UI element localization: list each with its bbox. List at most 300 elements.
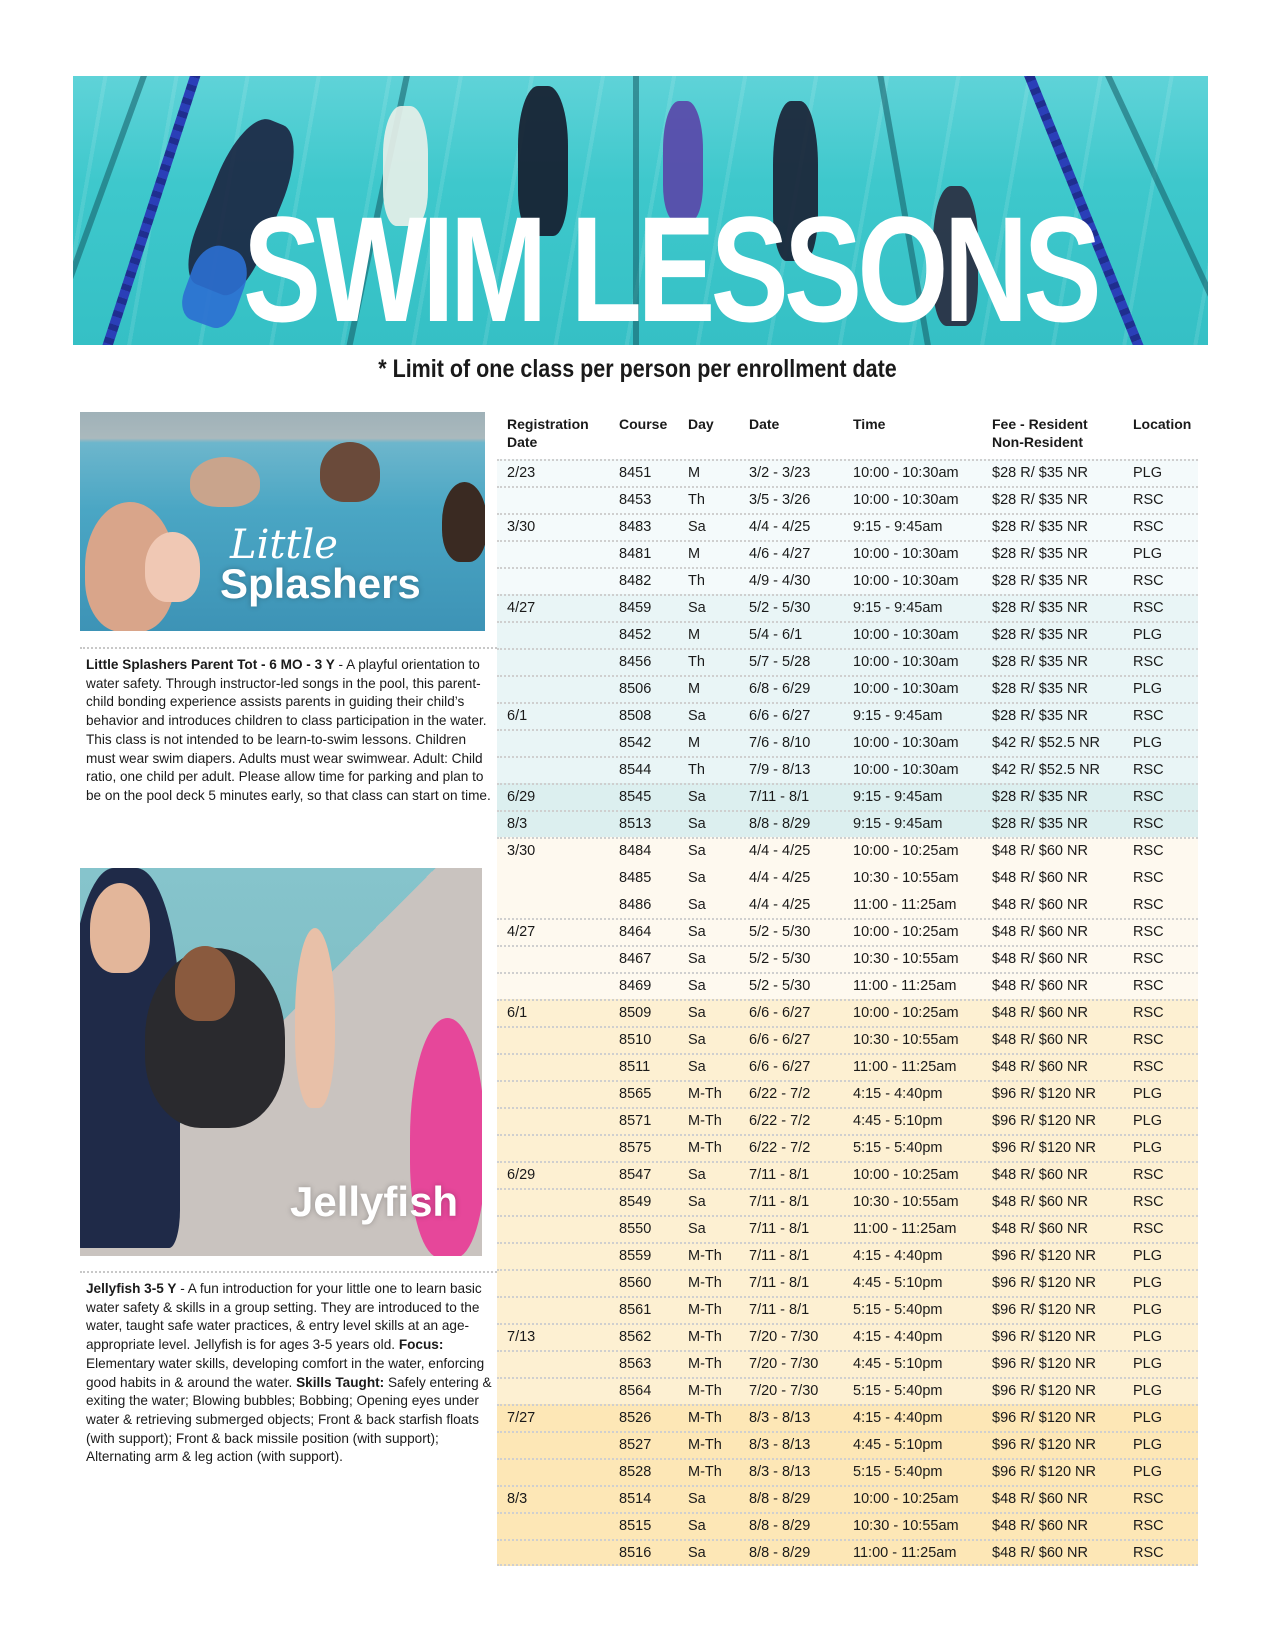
cell-date-range: 7/11 - 8/1 (749, 1221, 810, 1237)
cell-day: M-Th (688, 1140, 722, 1156)
cell-fee: $42 R/ $52.5 NR (992, 762, 1101, 778)
cell-time: 10:00 - 10:30am (853, 627, 959, 643)
cell-fee: $48 R/ $60 NR (992, 1059, 1088, 1075)
cell-course-number: 8514 (619, 1491, 652, 1507)
cell-date-range: 4/4 - 4/25 (749, 843, 811, 859)
cell-date-range: 5/2 - 5/30 (749, 978, 811, 994)
cell-time: 11:00 - 11:25am (853, 897, 957, 913)
cell-day: M (688, 627, 701, 643)
cell-course-number: 8550 (619, 1221, 652, 1237)
cell-date-range: 8/8 - 8/29 (749, 1518, 811, 1534)
cell-time: 10:00 - 10:25am (853, 1167, 959, 1183)
cell-location: PLG (1133, 1113, 1163, 1129)
cell-time: 9:15 - 9:45am (853, 789, 943, 805)
cell-time: 4:15 - 4:40pm (853, 1248, 943, 1264)
cell-time: 5:15 - 5:40pm (853, 1464, 943, 1480)
header-fee (992, 415, 1088, 451)
cell-fee: $28 R/ $35 NR (992, 708, 1088, 724)
cell-day: Th (688, 573, 705, 589)
cell-date-range: 7/11 - 8/1 (749, 1167, 810, 1183)
cell-location: PLG (1133, 1464, 1163, 1480)
cell-fee: $96 R/ $120 NR (992, 1086, 1096, 1102)
cell-location: RSC (1133, 870, 1164, 886)
table-row (497, 1269, 1198, 1296)
table-row (497, 1350, 1198, 1377)
cell-time: 10:30 - 10:55am (853, 951, 959, 967)
table-header (497, 415, 1198, 459)
cell-fee: $96 R/ $120 NR (992, 1113, 1096, 1129)
cell-time: 11:00 - 11:25am (853, 978, 957, 994)
cell-location: PLG (1133, 735, 1163, 751)
cell-course-number: 8562 (619, 1329, 652, 1345)
cell-course-number: 8464 (619, 924, 652, 940)
cell-date-range: 4/4 - 4/25 (749, 897, 811, 913)
cell-day: Sa (688, 708, 706, 724)
cell-location: PLG (1133, 1302, 1163, 1318)
table-row (497, 972, 1198, 999)
cell-fee: $28 R/ $35 NR (992, 546, 1088, 562)
cell-course-number: 8483 (619, 519, 652, 535)
cell-date-range: 6/22 - 7/2 (749, 1113, 811, 1129)
cell-course-number: 8560 (619, 1275, 652, 1291)
cell-day: Th (688, 762, 705, 778)
table-row (497, 540, 1198, 567)
table-row (497, 864, 1198, 891)
table-row (497, 1242, 1198, 1269)
cell-time: 11:00 - 11:25am (853, 1059, 957, 1075)
cell-day: Sa (688, 1491, 706, 1507)
cell-date-range: 5/2 - 5/30 (749, 924, 811, 940)
cell-time: 4:45 - 5:10pm (853, 1437, 943, 1453)
cell-day: Sa (688, 1194, 706, 1210)
table-row (497, 1188, 1198, 1215)
table-row (497, 918, 1198, 945)
cell-location: PLG (1133, 1275, 1163, 1291)
cell-location: RSC (1133, 600, 1164, 616)
cell-course-number: 8542 (619, 735, 652, 751)
cell-date-range: 3/2 - 3/23 (749, 465, 811, 481)
cell-date-range: 6/6 - 6/27 (749, 708, 811, 724)
table-row (497, 783, 1198, 810)
cell-day: M-Th (688, 1275, 722, 1291)
cell-location: RSC (1133, 1167, 1164, 1183)
table-row (497, 1431, 1198, 1458)
table-row (497, 1080, 1198, 1107)
banner-title: SWIM LESSONS (243, 185, 1097, 345)
cell-date-range: 8/3 - 8/13 (749, 1437, 811, 1453)
banner-image (73, 76, 1208, 345)
table-row (497, 621, 1198, 648)
cell-course-number: 8575 (619, 1140, 652, 1156)
cell-course-number: 8516 (619, 1545, 652, 1561)
cell-fee: $48 R/ $60 NR (992, 870, 1088, 886)
table-row (497, 567, 1198, 594)
cell-fee: $48 R/ $60 NR (992, 951, 1088, 967)
little-splashers-photo (80, 412, 485, 631)
cell-date-range: 7/11 - 8/1 (749, 1194, 810, 1210)
cell-date-range: 7/11 - 8/1 (749, 1302, 810, 1318)
cell-fee: $48 R/ $60 NR (992, 1518, 1088, 1534)
cell-time: 4:45 - 5:10pm (853, 1113, 943, 1129)
jellyfish-description (86, 1280, 496, 1467)
cell-course-number: 8482 (619, 573, 652, 589)
cell-day: Th (688, 492, 705, 508)
cell-registration-date: 8/3 (507, 1491, 528, 1507)
cell-day: Sa (688, 519, 706, 535)
cell-time: 11:00 - 11:25am (853, 1221, 957, 1237)
child-figure (145, 532, 200, 602)
cell-day: Sa (688, 897, 706, 913)
table-row (497, 702, 1198, 729)
cell-date-range: 6/6 - 6/27 (749, 1032, 811, 1048)
focus-text: Elementary water skills, developing comfort in the water, enforcing good habits in & around the water. (86, 1355, 485, 1390)
cell-fee: $48 R/ $60 NR (992, 1194, 1088, 1210)
cell-day: Sa (688, 1518, 706, 1534)
table-row (497, 1404, 1198, 1431)
cell-fee: $28 R/ $35 NR (992, 789, 1088, 805)
table-row (497, 1458, 1198, 1485)
cell-date-range: 6/8 - 6/29 (749, 681, 811, 697)
cell-registration-date: 8/3 (507, 816, 528, 832)
cell-day: Sa (688, 1005, 706, 1021)
cell-day: M-Th (688, 1437, 722, 1453)
cell-date-range: 6/22 - 7/2 (749, 1086, 811, 1102)
cell-fee: $96 R/ $120 NR (992, 1329, 1096, 1345)
table-row (497, 945, 1198, 972)
cell-course-number: 8559 (619, 1248, 652, 1264)
cell-time: 10:30 - 10:55am (853, 1032, 959, 1048)
table-row (497, 1107, 1198, 1134)
cell-location: PLG (1133, 465, 1163, 481)
cell-location: RSC (1133, 1518, 1164, 1534)
parent-figure (320, 442, 380, 502)
enrollment-limit-note: * Limit of one class per person per enrollment date (378, 355, 897, 383)
cell-time: 11:00 - 11:25am (853, 1545, 957, 1561)
cell-fee: $48 R/ $60 NR (992, 1005, 1088, 1021)
cell-location: PLG (1133, 1329, 1163, 1345)
focus-label: Focus: (398, 1337, 444, 1353)
cell-day: Sa (688, 1059, 706, 1075)
cell-date-range: 6/6 - 6/27 (749, 1059, 811, 1075)
cell-day: Sa (688, 1032, 706, 1048)
cell-registration-date: 4/27 (507, 600, 536, 616)
cell-course-number: 8544 (619, 762, 652, 778)
cell-time: 10:00 - 10:30am (853, 573, 959, 589)
table-row (497, 459, 1198, 486)
table-row (497, 1026, 1198, 1053)
parent-figure (190, 457, 260, 507)
table-row (497, 1161, 1198, 1188)
cell-day: Th (688, 654, 705, 670)
cell-fee: $48 R/ $60 NR (992, 1545, 1088, 1561)
table-row (497, 999, 1198, 1026)
skills-label: Skills Taught: (296, 1374, 385, 1390)
cell-day: M (688, 546, 701, 562)
cell-day: M-Th (688, 1356, 722, 1372)
cell-registration-date: 7/27 (507, 1410, 536, 1426)
cell-day: M-Th (688, 1410, 722, 1426)
cell-fee: $48 R/ $60 NR (992, 1221, 1088, 1237)
cell-date-range: 8/8 - 8/29 (749, 1545, 811, 1561)
cell-day: Sa (688, 600, 706, 616)
cell-day: M-Th (688, 1302, 722, 1318)
cell-time: 4:45 - 5:10pm (853, 1356, 943, 1372)
cell-fee: $96 R/ $120 NR (992, 1464, 1096, 1480)
cell-date-range: 7/11 - 8/1 (749, 1275, 810, 1291)
cell-time: 10:00 - 10:25am (853, 843, 959, 859)
cell-day: Sa (688, 978, 706, 994)
cell-date-range: 7/11 - 8/1 (749, 1248, 810, 1264)
cell-time: 9:15 - 9:45am (853, 708, 943, 724)
cell-day: M (688, 735, 701, 751)
cell-course-number: 8484 (619, 843, 652, 859)
cell-location: RSC (1133, 762, 1164, 778)
cell-fee: $28 R/ $35 NR (992, 627, 1088, 643)
cell-course-number: 8565 (619, 1086, 652, 1102)
cell-time: 10:00 - 10:30am (853, 762, 959, 778)
cell-location: PLG (1133, 1437, 1163, 1453)
cell-date-range: 4/9 - 4/30 (749, 573, 811, 589)
table-row (497, 1377, 1198, 1404)
cell-date-range: 4/6 - 4/27 (749, 546, 811, 562)
cell-day: M (688, 465, 701, 481)
little-splashers-description (86, 656, 496, 806)
cell-registration-date: 3/30 (507, 843, 536, 859)
cell-location: PLG (1133, 1248, 1163, 1264)
cell-time: 9:15 - 9:45am (853, 600, 943, 616)
cell-location: RSC (1133, 816, 1164, 832)
table-row (497, 648, 1198, 675)
cell-date-range: 5/2 - 5/30 (749, 600, 811, 616)
cell-registration-date: 6/29 (507, 789, 536, 805)
cell-fee: $28 R/ $35 NR (992, 519, 1088, 535)
lane-line (73, 76, 150, 345)
cell-time: 10:00 - 10:25am (853, 924, 959, 940)
table-row (497, 1485, 1198, 1512)
cell-day: Sa (688, 870, 706, 886)
cell-date-range: 7/20 - 7/30 (749, 1356, 819, 1372)
table-row (497, 756, 1198, 783)
cell-time: 10:00 - 10:30am (853, 546, 959, 562)
table-row (497, 1134, 1198, 1161)
header-text: Registration (507, 416, 589, 432)
section-divider (80, 1271, 497, 1273)
cell-fee: $42 R/ $52.5 NR (992, 735, 1101, 751)
table-row (497, 1053, 1198, 1080)
cell-time: 5:15 - 5:40pm (853, 1140, 943, 1156)
cell-registration-date: 6/29 (507, 1167, 536, 1183)
cell-time: 10:00 - 10:30am (853, 681, 959, 697)
cell-time: 4:15 - 4:40pm (853, 1329, 943, 1345)
cell-course-number: 8452 (619, 627, 652, 643)
cell-course-number: 8469 (619, 978, 652, 994)
cell-date-range: 7/11 - 8/1 (749, 789, 810, 805)
cell-date-range: 8/8 - 8/29 (749, 1491, 811, 1507)
jellyfish-photo (80, 868, 482, 1256)
cell-course-number: 8485 (619, 870, 652, 886)
cell-fee: $28 R/ $35 NR (992, 816, 1088, 832)
cell-time: 10:30 - 10:55am (853, 1518, 959, 1534)
table-row (497, 594, 1198, 621)
header-text: Date (507, 434, 538, 450)
cell-date-range: 5/2 - 5/30 (749, 951, 811, 967)
cell-course-number: 8549 (619, 1194, 652, 1210)
cell-location: RSC (1133, 1032, 1164, 1048)
table-row (497, 1323, 1198, 1350)
program-name: Little Splashers Parent Tot - 6 MO - 3 Y (86, 657, 335, 672)
cell-time: 10:00 - 10:25am (853, 1491, 959, 1507)
cell-course-number: 8511 (619, 1059, 651, 1075)
cell-location: RSC (1133, 978, 1164, 994)
child-figure (295, 928, 335, 1108)
cell-location: RSC (1133, 573, 1164, 589)
table-row (497, 486, 1198, 513)
cell-location: RSC (1133, 492, 1164, 508)
cell-day: Sa (688, 951, 706, 967)
cell-course-number: 8453 (619, 492, 652, 508)
cell-date-range: 3/5 - 3/26 (749, 492, 811, 508)
cell-location: RSC (1133, 1005, 1164, 1021)
cell-day: M-Th (688, 1464, 722, 1480)
cell-fee: $96 R/ $120 NR (992, 1410, 1096, 1426)
header-time: Time (853, 416, 886, 432)
cell-location: PLG (1133, 627, 1163, 643)
header-course: Course (619, 416, 668, 432)
table-row (497, 513, 1198, 540)
table-row (497, 810, 1198, 837)
cell-course-number: 8486 (619, 897, 652, 913)
cell-time: 10:00 - 10:30am (853, 465, 959, 481)
cell-fee: $48 R/ $60 NR (992, 897, 1088, 913)
cell-fee: $96 R/ $120 NR (992, 1248, 1096, 1264)
cell-date-range: 7/20 - 7/30 (749, 1329, 819, 1345)
table-row (497, 729, 1198, 756)
cell-registration-date: 6/1 (507, 1005, 528, 1021)
cell-course-number: 8506 (619, 681, 652, 697)
cell-fee: $48 R/ $60 NR (992, 1032, 1088, 1048)
cell-time: 10:30 - 10:55am (853, 1194, 959, 1210)
cell-fee: $28 R/ $35 NR (992, 600, 1088, 616)
cell-time: 10:00 - 10:30am (853, 654, 959, 670)
cell-course-number: 8561 (619, 1302, 652, 1318)
cell-fee: $96 R/ $120 NR (992, 1437, 1096, 1453)
cell-location: PLG (1133, 1383, 1163, 1399)
skills-text: Safely entering & exiting the water; Blowing bubbles; Bobbing; Opening eyes under water & retrieving submerged objects; Front & back starfish floats (with support); Front & back missile position (with support); Alternating arm & leg action (with support). (86, 1374, 492, 1465)
cell-location: RSC (1133, 519, 1164, 535)
cell-fee: $96 R/ $120 NR (992, 1356, 1096, 1372)
cell-fee: $28 R/ $35 NR (992, 681, 1088, 697)
cell-course-number: 8526 (619, 1410, 652, 1426)
cell-course-number: 8456 (619, 654, 652, 670)
cell-fee: $28 R/ $35 NR (992, 465, 1088, 481)
cell-day: Sa (688, 816, 706, 832)
table-row (497, 1215, 1198, 1242)
cell-date-range: 7/20 - 7/30 (749, 1383, 819, 1399)
table-row (497, 1296, 1198, 1323)
cell-location: RSC (1133, 654, 1164, 670)
cell-location: RSC (1133, 1491, 1164, 1507)
cell-location: RSC (1133, 924, 1164, 940)
cell-location: RSC (1133, 1194, 1164, 1210)
cell-time: 5:15 - 5:40pm (853, 1302, 943, 1318)
table-row (497, 1539, 1198, 1566)
cell-fee: $48 R/ $60 NR (992, 1491, 1088, 1507)
cell-course-number: 8564 (619, 1383, 652, 1399)
cell-location: PLG (1133, 546, 1163, 562)
cell-registration-date: 2/23 (507, 465, 536, 481)
table-row (497, 837, 1198, 864)
cell-date-range: 7/9 - 8/13 (749, 762, 811, 778)
cell-course-number: 8571 (619, 1113, 652, 1129)
cell-fee: $96 R/ $120 NR (992, 1302, 1096, 1318)
cell-time: 9:15 - 9:45am (853, 519, 943, 535)
cell-course-number: 8547 (619, 1167, 652, 1183)
cell-date-range: 5/7 - 5/28 (749, 654, 811, 670)
cell-course-number: 8509 (619, 1005, 652, 1021)
program-name: Jellyfish 3-5 Y (86, 1281, 177, 1296)
cell-time: 4:15 - 4:40pm (853, 1410, 943, 1426)
cell-day: M-Th (688, 1113, 722, 1129)
cell-course-number: 8467 (619, 951, 652, 967)
cell-fee: $28 R/ $35 NR (992, 654, 1088, 670)
cell-date-range: 8/3 - 8/13 (749, 1464, 811, 1480)
cell-date-range: 4/4 - 4/25 (749, 519, 811, 535)
cell-day: Sa (688, 789, 706, 805)
cell-day: Sa (688, 843, 706, 859)
cell-fee: $48 R/ $60 NR (992, 1167, 1088, 1183)
cell-day: M-Th (688, 1329, 722, 1345)
cell-location: PLG (1133, 1140, 1163, 1156)
cell-time: 4:45 - 5:10pm (853, 1275, 943, 1291)
cell-course-number: 8481 (619, 546, 652, 562)
cell-course-number: 8563 (619, 1356, 652, 1372)
cell-fee: $48 R/ $60 NR (992, 924, 1088, 940)
cell-time: 10:00 - 10:30am (853, 492, 959, 508)
cell-location: RSC (1133, 843, 1164, 859)
cell-fee: $96 R/ $120 NR (992, 1140, 1096, 1156)
header-text: Fee - Resident (992, 416, 1088, 432)
cell-course-number: 8510 (619, 1032, 652, 1048)
table-row (497, 1512, 1198, 1539)
schedule-table (497, 415, 1198, 1566)
cell-date-range: 8/3 - 8/13 (749, 1410, 811, 1426)
cell-location: PLG (1133, 681, 1163, 697)
cell-date-range: 4/4 - 4/25 (749, 870, 811, 886)
cell-day: Sa (688, 1221, 706, 1237)
cell-location: RSC (1133, 1221, 1164, 1237)
cell-course-number: 8508 (619, 708, 652, 724)
header-day: Day (688, 416, 714, 432)
cell-course-number: 8528 (619, 1464, 652, 1480)
cell-day: M (688, 681, 701, 697)
cell-day: M-Th (688, 1086, 722, 1102)
table-row (497, 891, 1198, 918)
cell-location: RSC (1133, 1059, 1164, 1075)
header-date: Date (749, 416, 780, 432)
cell-location: RSC (1133, 708, 1164, 724)
cell-location: PLG (1133, 1410, 1163, 1426)
program-description: - A playful orientation to water safety. Through instructor-led songs in the pool, this parent-child bonding experience assists parents in guiding their child’s behavior and introduces children to class participation in the water. This class is not intended to be learn-to-swim lessons. Children must wear swim diapers. Adults must wear swimwear. Adult: Child ratio, one child per adult. Please allow time for parking and plan to be on the pool deck 5 minutes early, so that class can start on time. (86, 657, 491, 803)
cell-location: RSC (1133, 1545, 1164, 1561)
cell-day: Sa (688, 1167, 706, 1183)
cell-location: RSC (1133, 951, 1164, 967)
cell-day: Sa (688, 924, 706, 940)
cell-day: M-Th (688, 1383, 722, 1399)
cell-date-range: 5/4 - 6/1 (749, 627, 803, 643)
cell-day: M-Th (688, 1248, 722, 1264)
cell-day: Sa (688, 1545, 706, 1561)
header-text: Non-Resident (992, 434, 1083, 450)
